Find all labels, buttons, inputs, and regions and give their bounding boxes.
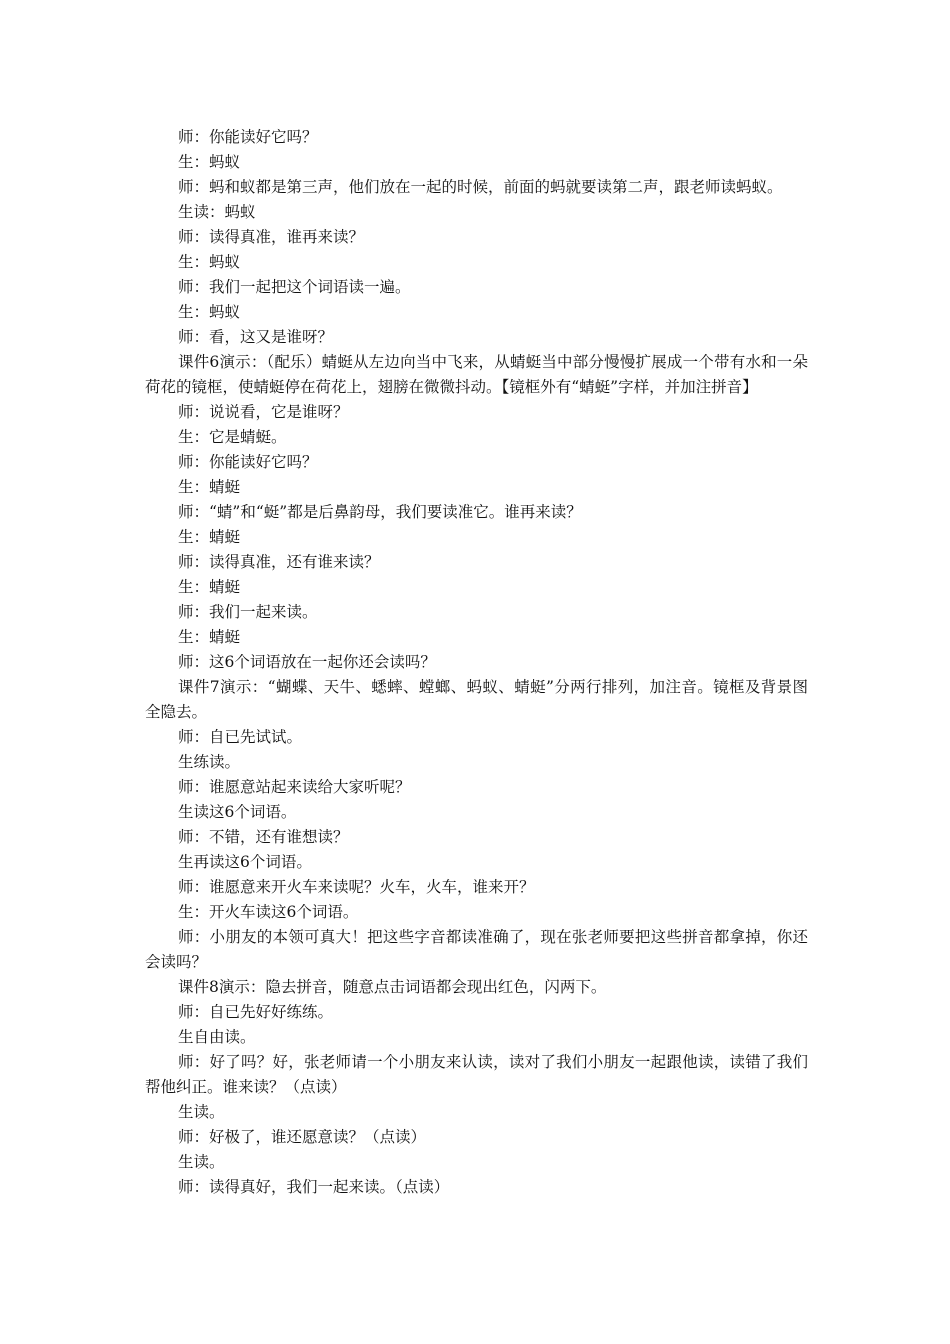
paragraph: 师：小朋友的本领可真大！把这些字音都读准确了，现在张老师要把这些拼音都拿掉，你还会读吗？ (145, 928, 808, 971)
paragraph: 生：开火车读这6个词语。 (178, 903, 359, 921)
paragraph: 生：蚂蚁 (178, 253, 241, 271)
paragraph: 课件6演示：（配乐）蜻蜓从左边向当中飞来，从蜻蜓当中部分慢慢扩展成一个带有水和一朵荷花的镜框，使蜻蜓停在荷花上，翅膀在微微抖动。【镜框外有“蜻蜓”字样，并加注拼音】 (145, 353, 808, 396)
paragraph: 师：说说看，它是谁呀？ (178, 403, 349, 421)
paragraph: 师：谁愿意来开火车来读呢？火车，火车，谁来开？ (178, 878, 535, 896)
paragraph: 师：谁愿意站起来读给大家听呢？ (178, 778, 411, 796)
paragraph: 师：好了吗？好，张老师请一个小朋友来认读，读对了我们小朋友一起跟他读，读错了我们帮他纠正。谁来读？（点读） (145, 1053, 808, 1096)
paragraph: 师：你能读好它吗？ (178, 128, 318, 146)
paragraph: 师：不错，还有谁想读？ (178, 828, 349, 846)
paragraph: 师：读得真准，谁再来读？ (178, 228, 365, 246)
paragraph: 生：蜻蜓 (178, 528, 241, 546)
paragraph: 生读：蚂蚁 (178, 203, 256, 221)
paragraph: 师：这6个词语放在一起你还会读吗？ (178, 653, 436, 671)
paragraph: 生：蜻蜓 (178, 478, 241, 496)
paragraph: 师：自已先好好练练。 (178, 1003, 334, 1021)
paragraph: 师：读得真准，还有谁来读？ (178, 553, 380, 571)
paragraph: 生：蜻蜓 (178, 578, 241, 596)
paragraph: 师：读得真好，我们一起来读。（点读） (178, 1178, 450, 1196)
paragraph: 师：好极了，谁还愿意读？（点读） (178, 1128, 427, 1146)
paragraph: 生读。 (178, 1153, 225, 1171)
paragraph: 生读。 (178, 1103, 225, 1121)
paragraph: 生读这6个词语。 (178, 803, 297, 821)
paragraph: 课件7演示：“蝴蝶、天牛、蟋蟀、螳螂、蚂蚁、蜻蜓”分两行排列，加注音。镜框及背景图全隐去。 (145, 678, 808, 721)
paragraph: 师：自已先试试。 (178, 728, 303, 746)
paragraph: 课件8演示：隐去拼音，随意点击词语都会现出红色，闪两下。 (178, 978, 607, 996)
paragraph: 生自由读。 (178, 1028, 256, 1046)
paragraph: 生再读这6个词语。 (178, 853, 312, 871)
paragraph: 师：我们一起把这个词语读一遍。 (178, 278, 411, 296)
paragraph: 师：看，这又是谁呀？ (178, 328, 334, 346)
paragraph: 生：蜻蜓 (178, 628, 241, 646)
paragraph: 师：你能读好它吗？ (178, 453, 318, 471)
paragraph: 师：我们一起来读。 (178, 603, 318, 621)
lesson-transcript (145, 125, 808, 1200)
paragraph: 师：“蜻”和“蜓”都是后鼻韵母，我们要读准它。谁再来读？ (178, 503, 582, 521)
paragraph: 生：蚂蚁 (178, 153, 241, 171)
paragraph: 生练读。 (178, 753, 241, 771)
paragraph: 生：它是蜻蜓。 (178, 428, 287, 446)
paragraph: 师：蚂和蚁都是第三声，他们放在一起的时候，前面的蚂就要读第二声，跟老师读蚂蚁。 (178, 178, 783, 196)
paragraph: 生：蚂蚁 (178, 303, 241, 321)
